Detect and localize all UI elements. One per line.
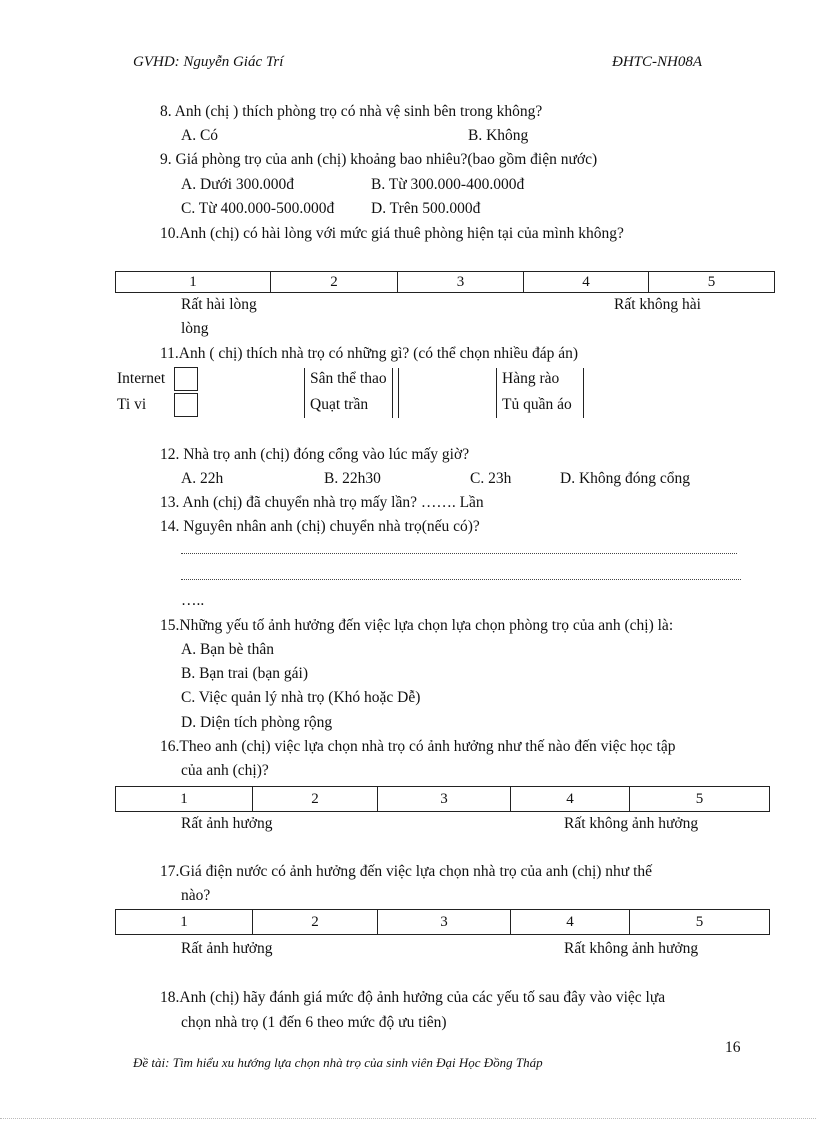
q17-scale-5[interactable]: 5 <box>695 914 704 930</box>
q9-option-a: A. Dưới 300.000đ <box>181 176 295 193</box>
q9-option-d: D. Trên 500.000đ <box>371 200 481 217</box>
header-right: ĐHTC-NH08A <box>612 54 703 70</box>
q17-scale-3[interactable]: 3 <box>378 910 511 934</box>
q11-checkbox-line-b[interactable] <box>398 368 399 418</box>
q12-option-c: C. 23h <box>470 470 512 487</box>
question-17: 17.Giá điện nước có ảnh hưởng đến việc lựa chọn nhà trọ của anh (chị) như thế <box>160 863 653 880</box>
q17-rating-scale <box>115 909 770 935</box>
q17-right-label: Rất không ảnh hưởng <box>564 940 699 957</box>
q10-scale-2[interactable]: 2 <box>271 272 398 292</box>
q8-option-b: B. Không <box>468 127 529 144</box>
q12-option-b: B. 22h30 <box>324 470 381 487</box>
q10-scale-1[interactable]: 1 <box>116 272 271 292</box>
page-number: 16 <box>725 1039 741 1056</box>
q16-scale-2[interactable]: 2 <box>253 787 378 811</box>
question-16: 16.Theo anh (chị) việc lựa chọn nhà trọ có ảnh hưởng như thế nào đến việc học tập <box>160 738 676 755</box>
q11-option-san-the-thao: Sân thể thao <box>310 370 387 387</box>
footer-topic: Đề tài: Tìm hiểu xu hướng lựa chọn nhà trọ của sinh viên Đại Học Đồng Tháp <box>133 1055 543 1070</box>
q16-scale-1[interactable]: 1 <box>116 787 253 811</box>
q11-divider <box>304 368 305 418</box>
q11-option-tu-quan-ao: Tủ quần áo <box>502 396 572 413</box>
question-8: 8. Anh (chị ) thích phòng trọ có nhà vệ sinh bên trong không? <box>160 103 543 120</box>
q10-left-label: Rất hài lòng <box>181 296 257 313</box>
q17-left-label: Rất ảnh hưởng <box>181 940 273 957</box>
q10-left-label-cont: lòng <box>181 320 209 337</box>
q16-rating-scale <box>115 786 770 812</box>
question-17-cont: nào? <box>181 887 211 904</box>
question-14: 14. Nguyên nhân anh (chị) chuyển nhà trọ(nếu có)? <box>160 518 480 535</box>
q10-scale-3[interactable]: 3 <box>398 272 524 292</box>
page-edge-divider <box>0 1118 816 1119</box>
q11-divider-2 <box>496 368 497 418</box>
question-10: 10.Anh (chị) có hài lòng với mức giá thuê phòng hiện tại của mình không? <box>160 225 624 242</box>
q11-checkbox-line-c[interactable] <box>583 368 584 418</box>
q10-scale-5[interactable]: 5 <box>707 274 716 290</box>
question-16-cont: của anh (chị)? <box>181 762 269 779</box>
q11-option-internet: Internet <box>117 370 166 387</box>
question-18: 18.Anh (chị) hãy đánh giá mức độ ảnh hưởng của các yếu tố sau đây vào việc lựa <box>160 989 666 1006</box>
q16-right-label: Rất không ảnh hưởng <box>564 815 699 832</box>
q11-option-hang-rao: Hàng rào <box>502 370 560 387</box>
q11-option-quat-tran: Quạt trần <box>310 396 369 413</box>
q15-option-d: D. Diện tích phòng rộng <box>181 714 333 731</box>
q17-scale-1[interactable]: 1 <box>116 910 253 934</box>
q12-option-a: A. 22h <box>181 470 224 487</box>
q11-checkbox-tivi[interactable] <box>174 393 198 417</box>
q9-option-c: C. Từ 400.000-500.000đ <box>181 200 335 217</box>
q14-answer-line-1[interactable] <box>181 553 737 554</box>
q8-option-a: A. Có <box>181 127 219 144</box>
q11-checkbox-line-a[interactable] <box>392 368 393 418</box>
question-18-cont: chọn nhà trọ (1 đến 6 theo mức độ ưu tiên) <box>181 1014 447 1031</box>
q17-scale-2[interactable]: 2 <box>253 910 378 934</box>
question-13: 13. Anh (chị) đã chuyển nhà trọ mấy lần? ……. Lần <box>160 494 484 511</box>
q14-answer-line-3[interactable]: ….. <box>181 592 205 609</box>
q16-scale-4[interactable]: 4 <box>511 787 630 811</box>
question-11: 11.Anh ( chị) thích nhà trọ có những gì? (có thể chọn nhiều đáp án) <box>160 345 579 362</box>
q10-scale-4[interactable]: 4 <box>524 272 649 292</box>
q10-rating-scale <box>115 271 775 293</box>
q17-scale-4[interactable]: 4 <box>511 910 630 934</box>
question-15: 15.Những yếu tố ảnh hưởng đến việc lựa chọn lựa chọn phòng trọ của anh (chị) là: <box>160 617 674 634</box>
q15-option-c: C. Việc quản lý nhà trọ (Khó hoặc Dễ) <box>181 689 421 706</box>
header-left: GVHD: Nguyễn Giác Trí <box>133 54 284 70</box>
q15-option-a: A. Bạn bè thân <box>181 641 274 658</box>
q9-option-b: B. Từ 300.000-400.000đ <box>371 176 525 193</box>
question-12: 12. Nhà trọ anh (chị) đóng cổng vào lúc mấy giờ? <box>160 446 470 463</box>
q16-scale-3[interactable]: 3 <box>378 787 511 811</box>
question-9: 9. Giá phòng trọ của anh (chị) khoảng bao nhiêu?(bao gồm điện nước) <box>160 151 598 168</box>
q11-option-tivi: Ti vi <box>117 396 147 413</box>
q16-left-label: Rất ảnh hưởng <box>181 815 273 832</box>
q12-option-d: D. Không đóng cổng <box>560 470 691 487</box>
q10-right-label: Rất không hài <box>614 296 701 313</box>
q16-scale-5[interactable]: 5 <box>695 791 704 807</box>
q14-answer-line-2[interactable] <box>181 579 741 580</box>
q11-checkbox-internet[interactable] <box>174 367 198 391</box>
q15-option-b: B. Bạn trai (bạn gái) <box>181 665 308 682</box>
